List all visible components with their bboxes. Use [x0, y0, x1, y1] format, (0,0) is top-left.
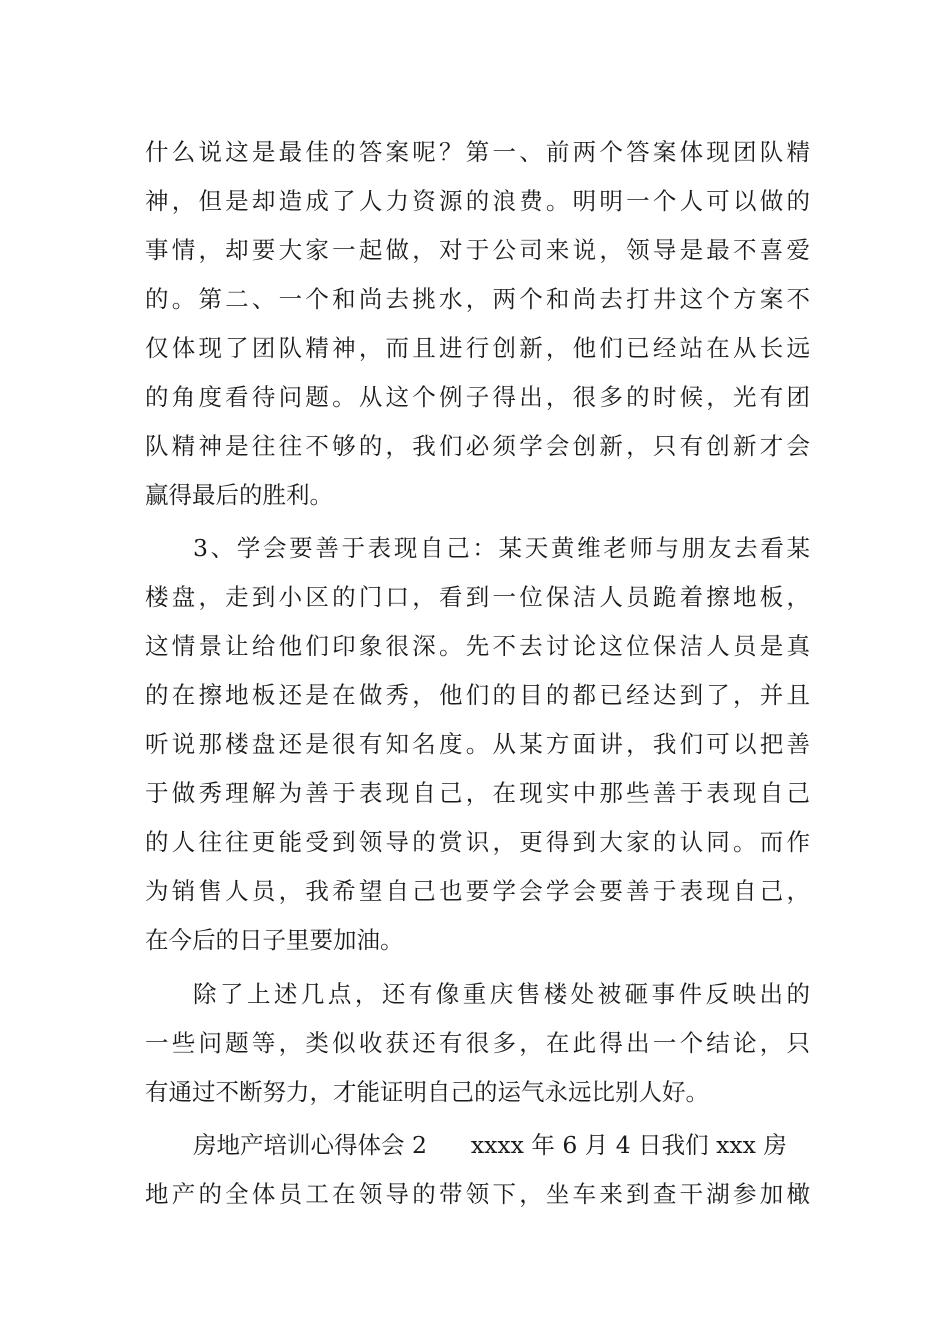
paragraph-line: 除了上述几点，还有像重庆售楼处被砸事件反映出的 — [193, 980, 810, 1008]
paragraph-line: 什么说这是最佳的答案呢？第一、前两个答案体现团队精 — [145, 138, 810, 166]
paragraph-line: 仅体现了团队精神，而且进行创新，他们已经站在从长远 — [145, 334, 810, 362]
paragraph-line: 楼盘，走到小区的门口，看到一位保洁人员跪着擦地板， — [145, 583, 810, 611]
paragraph-line: 听说那楼盘还是很有知名度。从某方面讲，我们可以把善 — [145, 730, 810, 758]
section-heading: 房地产培训心得体会 2 — [193, 1131, 427, 1159]
paragraph-line: 有通过不断努力，才能证明自己的运气永远比别人好。 — [145, 1078, 709, 1106]
paragraph-1 — [145, 128, 810, 520]
paragraph-4 — [145, 1121, 810, 1219]
date-sentence-start: xxxx 年 6 月 4 日我们 xxx 房 — [470, 1131, 787, 1159]
paragraph-3 — [145, 970, 810, 1117]
paragraph-line: 神，但是却造成了人力资源的浪费。明明一个人可以做的 — [145, 187, 810, 215]
paragraph-line: 的角度看待问题。从这个例子得出，很多的时候，光有团 — [145, 383, 810, 411]
paragraph-line: 为销售人员，我希望自己也要学会学会要善于表现自己， — [145, 877, 810, 905]
paragraph-line: 于做秀理解为善于表现自己，在现实中那些善于表现自己 — [145, 779, 810, 807]
paragraph-line: 在今后的日子里要加油。 — [145, 926, 404, 954]
paragraph-line: 赢得最后的胜利。 — [145, 481, 333, 509]
paragraph-line-with-date — [145, 1121, 810, 1170]
paragraph-line: 的。第二、一个和尚去挑水，两个和尚去打井这个方案不 — [145, 285, 810, 313]
paragraph-line: 这情景让给他们印象很深。先不去讨论这位保洁人员是真 — [145, 632, 810, 660]
paragraph-line: 的人往往更能受到领导的赏识，更得到大家的认同。而作 — [145, 828, 810, 856]
paragraph-line: 的在擦地板还是在做秀，他们的目的都已经达到了，并且 — [145, 681, 810, 709]
paragraph-line: 3、学会要善于表现自己：某天黄维老师与朋友去看某 — [193, 534, 810, 562]
paragraph-line: 地产的全体员工在领导的带领下，坐车来到查干湖参加橄 — [145, 1180, 810, 1208]
paragraph-line: 一些问题等，类似收获还有很多，在此得出一个结论，只 — [145, 1029, 810, 1057]
paragraph-line: 事情，却要大家一起做，对于公司来说，领导是最不喜爱 — [145, 236, 810, 264]
paragraph-2 — [145, 524, 810, 965]
paragraph-line: 队精神是往往不够的，我们必须学会创新，只有创新才会 — [145, 432, 810, 460]
